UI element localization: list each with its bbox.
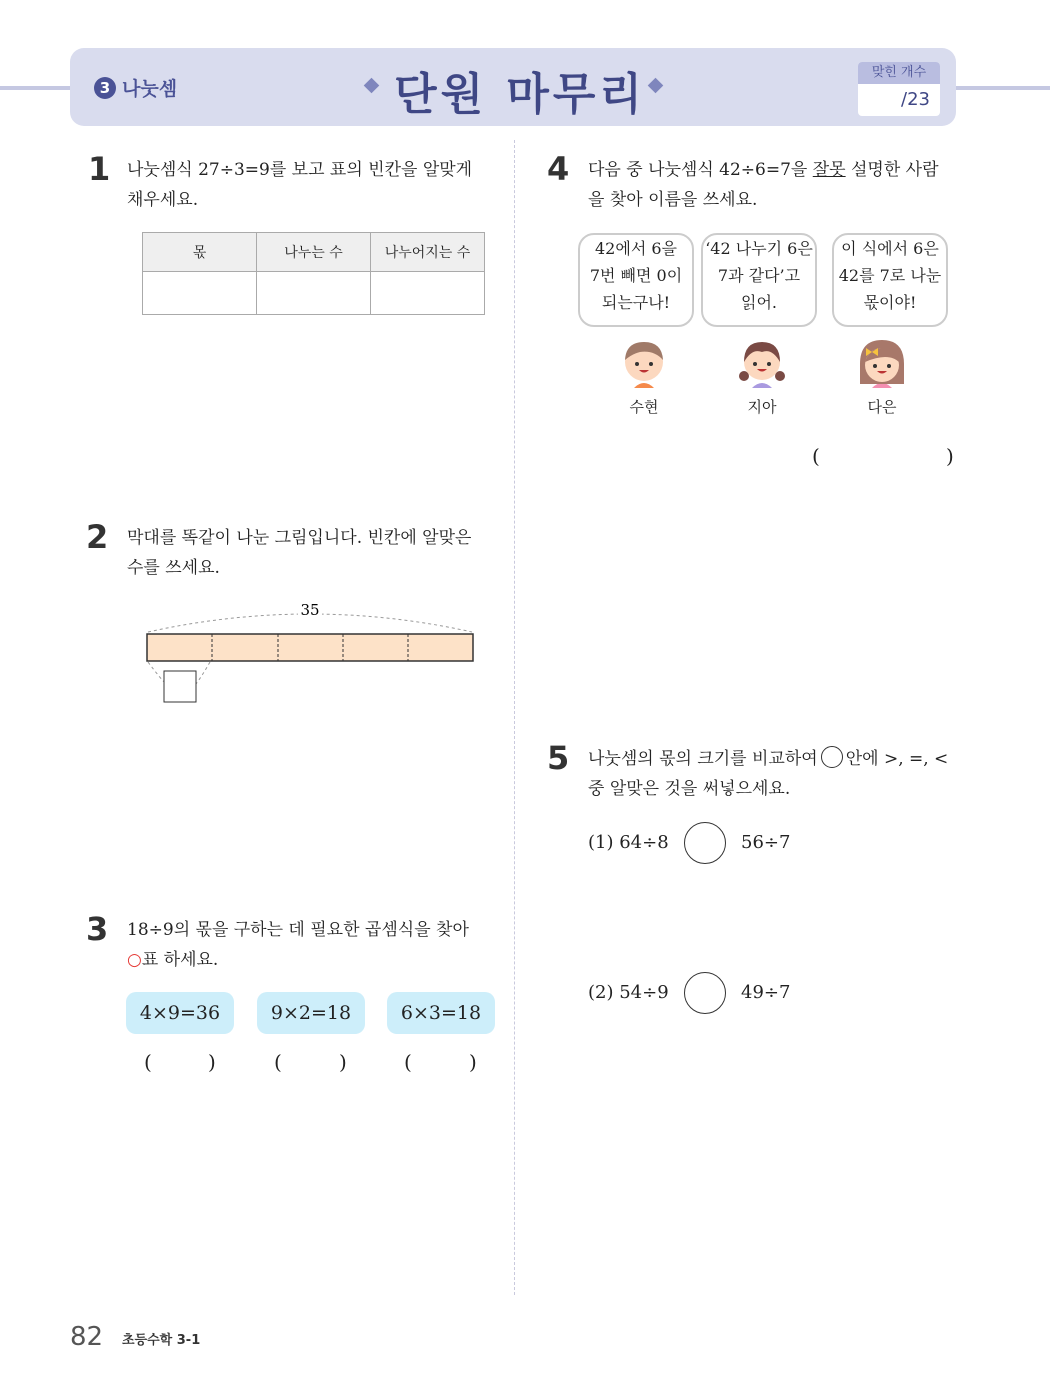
speech-bubble <box>701 233 817 327</box>
text-line: 읽어. <box>741 293 777 312</box>
text-line: 을 찾아 이름을 쓰세요. <box>588 190 758 210</box>
header-line-left <box>0 86 80 90</box>
text-line: 42에서 6을 <box>595 239 677 258</box>
bar-diagram <box>140 596 480 708</box>
text-line: 막대를 똑같이 나눈 그림입니다. 빈칸에 알맞은 <box>127 528 472 548</box>
text-line: 채우세요. <box>127 190 199 210</box>
header-line-right <box>950 86 1050 90</box>
unit-header <box>70 48 956 126</box>
answer-table <box>142 232 485 315</box>
right-expression: 49÷7 <box>741 982 791 1003</box>
person-name: 수현 <box>629 398 659 416</box>
person-name: 다은 <box>867 398 897 416</box>
answer-paren[interactable]: ( <box>144 1050 152 1074</box>
answer-paren[interactable]: ( <box>404 1050 412 1074</box>
option-card: 4×9=36 <box>126 992 234 1034</box>
answer-paren: ) <box>339 1050 347 1074</box>
book-title: 초등수학 3-1 <box>122 1333 201 1348</box>
answer-paren: ) <box>946 444 954 468</box>
text: 표 하세요. <box>141 950 219 970</box>
underlined-text: 잘못 <box>812 160 846 180</box>
unit-name: 나눗셈 <box>122 78 178 100</box>
question-text <box>588 744 948 804</box>
score-label: 맞힌 개수 <box>858 62 940 84</box>
text-line: 몫이야! <box>863 293 917 312</box>
question-number: 3 <box>86 910 109 948</box>
answer-cell[interactable] <box>143 272 257 315</box>
text-line: 나눗셈식 27÷3=9를 보고 표의 빈칸을 알맞게 <box>127 160 473 180</box>
question-text <box>127 523 471 583</box>
question-text <box>127 915 469 975</box>
text-line: 42를 7로 나눈 <box>838 266 942 285</box>
person-name: 지아 <box>747 398 777 416</box>
right-expression: 56÷7 <box>741 832 791 853</box>
speech-bubble <box>832 233 948 327</box>
item-label: (1) <box>588 832 614 853</box>
total-label: 35 <box>300 601 320 619</box>
score-box <box>858 62 940 116</box>
answer-paren: ) <box>208 1050 216 1074</box>
text: 설명한 사람 <box>845 160 939 180</box>
girl-avatar-icon <box>738 338 786 388</box>
left-expression: 64÷8 <box>619 832 669 853</box>
option-card: 9×2=18 <box>257 992 365 1034</box>
bar <box>147 634 473 661</box>
text-line: 7과 같다’고 <box>717 266 801 285</box>
text-line: 7번 빼면 0이 <box>589 266 683 285</box>
answer-paren[interactable]: ( <box>274 1050 282 1074</box>
text-line <box>588 744 948 774</box>
text: 나눗셈의 몫의 크기를 비교하여 <box>588 749 818 769</box>
text-line: 18÷9의 몫을 구하는 데 필요한 곱셈식을 찾아 <box>127 920 469 940</box>
speech-bubble <box>578 233 694 327</box>
answer-circle[interactable] <box>684 972 726 1014</box>
item-label: (2) <box>588 982 614 1003</box>
compare-item <box>588 832 669 853</box>
boy-avatar-icon <box>620 338 668 388</box>
girl-avatar-icon <box>858 338 906 388</box>
text-line: 이 식에서 6은 <box>841 239 939 258</box>
page-title: 단원 마무리 <box>394 69 646 120</box>
text-line: 중 알맞은 것을 써넣으세요. <box>588 779 791 799</box>
question-number: 4 <box>547 150 570 188</box>
question-text <box>127 155 472 215</box>
answer-paren: ) <box>469 1050 477 1074</box>
compare-item <box>588 982 669 1003</box>
option-card: 6×3=18 <box>387 992 495 1034</box>
answer-circle[interactable] <box>684 822 726 864</box>
text-line: ‘42 나누기 6은 <box>705 239 813 258</box>
question-number: 5 <box>547 739 570 777</box>
text: 안에 >, =, < <box>845 749 949 769</box>
text: 다음 중 나눗셈식 42÷6=7을 <box>588 160 813 180</box>
left-expression: 54÷9 <box>619 982 669 1003</box>
unit-number: 3 <box>94 77 116 99</box>
table-header: 나누는 수 <box>257 233 371 272</box>
answer-paren[interactable]: ( <box>812 444 820 468</box>
circle-icon <box>821 746 843 768</box>
answer-cell[interactable] <box>371 272 485 315</box>
page-number: 82 <box>70 1322 104 1352</box>
text-line: 수를 쓰세요. <box>127 558 220 578</box>
unit-label <box>94 74 177 101</box>
score-value[interactable]: /23 <box>901 89 930 110</box>
text-line <box>588 155 939 185</box>
text-line <box>127 945 469 975</box>
question-text <box>588 155 939 215</box>
text-line: 되는구나! <box>601 293 671 312</box>
question-number: 1 <box>88 150 111 188</box>
answer-cell[interactable] <box>257 272 371 315</box>
table-header: 몫 <box>143 233 257 272</box>
question-number: 2 <box>86 518 109 556</box>
circle-mark: ○ <box>127 950 142 970</box>
column-divider <box>514 140 515 1295</box>
answer-box[interactable] <box>164 671 196 702</box>
table-header: 나누어지는 수 <box>371 233 485 272</box>
